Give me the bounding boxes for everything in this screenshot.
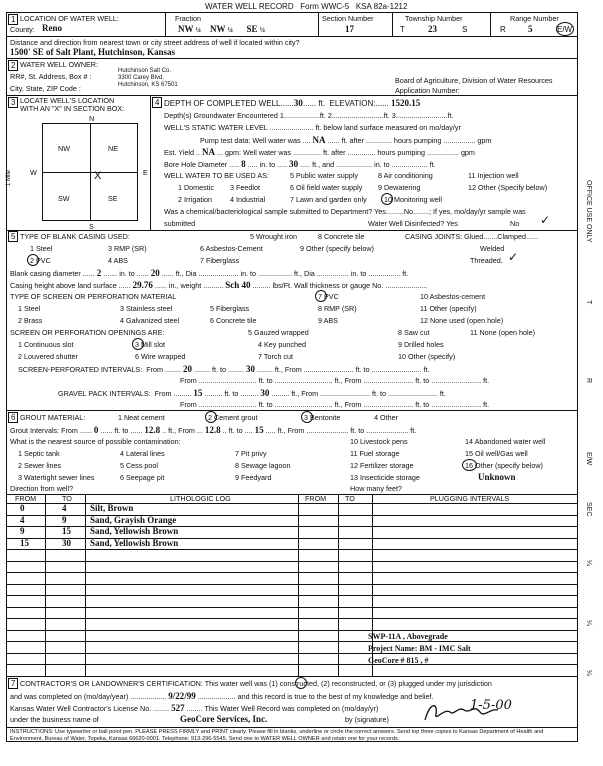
contamination-label: What is the nearest source of possible contamination: bbox=[10, 437, 181, 446]
casing-joints: CASING JOINTS: Glued.......Clamped...... bbox=[405, 232, 539, 241]
use-lawn: 7 Lawn and garden only bbox=[290, 195, 367, 204]
depth-row: DEPTH OF COMPLETED WELL......30...... ft. ELEVATION:...... 1520.15 bbox=[164, 98, 421, 108]
range-ew-circle bbox=[556, 22, 574, 36]
grout-label: GROUT MATERIAL: bbox=[20, 413, 86, 422]
side-r-label: R bbox=[585, 378, 592, 384]
side-t-label: T bbox=[585, 300, 592, 305]
section-number-label: Section Number bbox=[322, 14, 374, 23]
use-industrial: 4 Industrial bbox=[230, 195, 266, 204]
grout-cement-circle bbox=[205, 411, 217, 423]
source-sewer: 2 Sewer lines bbox=[18, 461, 62, 470]
source-insecticide: 13 Insecticide storage bbox=[350, 473, 420, 482]
map-ne: NE bbox=[108, 144, 118, 153]
screen-brass: 2 Brass bbox=[18, 316, 43, 325]
grout-other: 4 Other bbox=[374, 413, 398, 422]
open-drilled: 9 Drilled holes bbox=[398, 340, 444, 349]
screen-fiberglass: 5 Fiberglass bbox=[210, 304, 250, 313]
section-5-number: 5 bbox=[8, 231, 18, 242]
office-use-only-label: OFFICE USE ONLY bbox=[585, 180, 592, 243]
open-torch: 7 Torch cut bbox=[258, 352, 294, 361]
source-seepage: 6 Seepage pit bbox=[120, 473, 165, 482]
distance-value: 1500' SE of Salt Plant, Hutchinson, Kansas bbox=[10, 47, 176, 57]
owner-label: WATER WELL OWNER: bbox=[20, 60, 98, 69]
source-septic: 1 Septic tank bbox=[18, 449, 60, 458]
certification-label: CONTRACTOR'S OR LANDOWNER'S CERTIFICATION: This water well was (1) constructed, (2) reconstructed, or (3) plugged under my jurisdiction bbox=[20, 679, 492, 688]
screen-pvc-circle bbox=[315, 290, 327, 302]
source-unknown: Unknown bbox=[478, 472, 516, 482]
township-t: T bbox=[400, 25, 405, 34]
static-level-row: WELL'S STATIC WATER LEVEL ...................... ft. below land surface measured on mo/day/yr bbox=[164, 123, 461, 132]
range-label: Range Number bbox=[510, 14, 559, 23]
screen-none: 12 None used (open hole) bbox=[420, 316, 504, 325]
map-sw: SW bbox=[58, 194, 70, 203]
screen-stainless: 3 Stainless steel bbox=[120, 304, 173, 313]
screen-galvanized: 4 Galvanized steel bbox=[120, 316, 180, 325]
log-note-swp: SWP-11A , Abovegrade bbox=[368, 632, 448, 641]
bore-row: Bore Hole Diameter ..... 8 ..... in. to ..... 30 ..... ft., and .................. in. to .................. ft. bbox=[164, 159, 436, 169]
screen-asbestos: 10 Asbestos-cement bbox=[420, 292, 486, 301]
log-cell-desc: Sand, Yellowish Brown bbox=[90, 537, 179, 548]
township-label: Township Number bbox=[405, 14, 463, 23]
map-nw: NW bbox=[58, 144, 70, 153]
application-label: Application Number: bbox=[395, 86, 460, 95]
business-name: GeoCore Services, Inc. bbox=[180, 714, 268, 724]
log-cell-desc: Sand, Grayish Orange bbox=[90, 514, 177, 525]
open-saw: 8 Saw cut bbox=[398, 328, 430, 337]
use-public: 5 Public water supply bbox=[290, 171, 358, 180]
disinfected-no: No bbox=[510, 219, 520, 228]
log-cell-to: 15 bbox=[62, 526, 71, 536]
map-se: SE bbox=[108, 194, 118, 203]
screen-concrete: 6 Concrete tile bbox=[210, 316, 257, 325]
log-cell-from: 15 bbox=[20, 537, 29, 548]
section-4-number: 4 bbox=[152, 97, 162, 108]
pvc-circle bbox=[27, 254, 39, 266]
casing-steel: 1 Steel bbox=[30, 244, 53, 253]
source-fertilizer: 12 Fertilizer storage bbox=[350, 461, 414, 470]
log-header-to-2: TO bbox=[345, 494, 355, 503]
use-monitoring: 10 Monitoring well bbox=[384, 195, 442, 204]
address-label: RR#, St. Address, Box # : bbox=[10, 72, 92, 81]
casing-pvc: 2 PVC bbox=[30, 256, 51, 265]
source-livestock: 10 Livestock pens bbox=[350, 437, 408, 446]
casing-abs: 4 ABS bbox=[108, 256, 128, 265]
source-fuel: 11 Fuel storage bbox=[350, 449, 400, 458]
blank-diameter-row: Blank casing diameter ...... 2 ....... in. to ...... 20 ...... ft., Dia .................... in. to ................. ft., Dia ................ in. to ................ ft. bbox=[10, 268, 409, 278]
grout-cement: 2 Cement grout bbox=[208, 413, 258, 422]
well-location-mark: X bbox=[94, 170, 102, 182]
open-continuous: 1 Continuous slot bbox=[18, 340, 74, 349]
grout-bentonite: 3 Bentonite bbox=[304, 413, 341, 422]
direction-label: Direction from well? bbox=[10, 484, 74, 493]
section-1-number: 1 bbox=[8, 14, 18, 25]
use-irrigation: 2 Irrigation bbox=[178, 195, 212, 204]
use-domestic: 1 Domestic bbox=[178, 183, 214, 192]
side-sec-label: SEC bbox=[585, 502, 592, 517]
map-n: N bbox=[89, 114, 95, 123]
fraction-label: Fraction bbox=[175, 14, 201, 23]
log-cell-from: 9 bbox=[20, 526, 25, 536]
log-note-project: Project Name: BM - IMC Salt bbox=[368, 644, 471, 653]
log-cell-from: 0 bbox=[20, 503, 25, 513]
groundwater-row: Depth(s) Groundwater Encountered 1..................ft. 2..........................ft. 3..........................ft. bbox=[164, 111, 454, 120]
source-lagoon: 8 Sewage lagoon bbox=[235, 461, 291, 470]
map-s: S bbox=[89, 222, 94, 231]
casing-rmp: 3 RMP (SR) bbox=[108, 244, 147, 253]
use-injection: 11 Injection well bbox=[468, 171, 519, 180]
license-row: Kansas Water Well Contractor's License No. ........ 527 ........ This Water Well Record was completed on (mo/day/yr) bbox=[10, 703, 379, 713]
source-other: 16 Other (specify below) bbox=[465, 461, 543, 470]
section-7-number: 7 bbox=[8, 678, 18, 689]
bentonite-circle bbox=[301, 411, 313, 423]
chem-sample-row: Was a chemical/bacteriological sample submitted to Department? Yes.........No........; If yes, mo/day/yr sample was bbox=[164, 207, 526, 216]
open-mill-slot: 3 Mill slot bbox=[135, 340, 165, 349]
range-ew: E/W bbox=[557, 25, 573, 34]
log-cell-desc: Silt, Brown bbox=[90, 503, 134, 513]
log-cell-to: 30 bbox=[62, 537, 71, 548]
gravel-intervals-row-2: From ............................. ft. to ............................. ft., From ......................... ft. to ......................... ft. bbox=[180, 400, 490, 409]
casing-height-row: Casing height above land surface ...... 29.76 ...... in., weight .......... Sch 40 ......... lbs/Ft. Wall thickness or gauge No. ..................... bbox=[10, 280, 428, 290]
side-q3-label: ¼ bbox=[585, 670, 592, 676]
check-mark-icon: ✓ bbox=[540, 213, 551, 227]
range-r: R bbox=[500, 25, 506, 34]
instructions-text: INSTRUCTIONS: Use typewriter or ball point pen. PLEASE PRESS FIRMLY and PRINT clearly. Please fill in blanks, underline or circle the correct answers. Send top three copies to Kansas Department of Health and Environment, Bureau of Water, Topeka, Kansas 66620-0001. Telephone: 913-296-5545. Send one to WATER WELL OWNER and retain one for your records. bbox=[10, 729, 544, 742]
log-cell-to: 4 bbox=[62, 503, 67, 513]
side-q1-label: ¼ bbox=[585, 560, 592, 566]
casing-wrought: 5 Wrought iron bbox=[250, 232, 298, 241]
casing-welded: Welded bbox=[480, 244, 505, 253]
distance-label: Distance and direction from nearest town or city street address of well if located within city? bbox=[10, 38, 300, 47]
owner-address: Hutchinson Salt Co. 3300 Carey Blvd. Hutchinson, KS 67501 bbox=[118, 68, 178, 88]
open-gauzed: 5 Gauzed wrapped bbox=[248, 328, 309, 337]
gravel-intervals-row: GRAVEL PACK INTERVALS: From ......... 15 ......... ft. to ......... 30 ......... ft., From ......................... ft. to ......................... ft. bbox=[58, 388, 446, 398]
screen-rmp: 8 RMP (SR) bbox=[318, 304, 357, 313]
screen-other: 11 Other (specify) bbox=[420, 304, 477, 313]
threaded-check-icon: ✓ bbox=[508, 250, 519, 264]
screen-abs: 9 ABS bbox=[318, 316, 338, 325]
side-q2-label: ¼ bbox=[585, 620, 592, 626]
source-watertight: 3 Watertight sewer lines bbox=[18, 473, 95, 482]
log-cell-to: 9 bbox=[62, 514, 67, 525]
use-dewatering: 9 Dewatering bbox=[378, 183, 421, 192]
grout-intervals-row: Grout Intervals: From ...... 0 ...... ft. to ...... 12.8 .. ft., From ... 12.8 .. ft. to .... 15 ..... ft., From ..................... ft. to ..................... ft. bbox=[10, 425, 417, 435]
section-3-number: 3 bbox=[8, 97, 18, 108]
locate-label: LOCATE WELL'S LOCATION WITH AN "X" IN SECTION BOX: bbox=[20, 96, 125, 113]
screen-pvc: 7 PVC bbox=[318, 292, 339, 301]
grout-neat: 1 Neat cement bbox=[118, 413, 165, 422]
source-lateral: 4 Lateral lines bbox=[120, 449, 165, 458]
fraction-values: NW ¼ NW ¼ SE ¼ bbox=[178, 24, 266, 34]
business-label: under the business name of bbox=[10, 715, 99, 724]
mill-slot-circle bbox=[132, 338, 144, 350]
mile-label: 1 Mile bbox=[6, 169, 12, 186]
county-label: County: bbox=[10, 25, 35, 34]
use-oilfield: 6 Oil field water supply bbox=[290, 183, 363, 192]
township-value: 23 bbox=[428, 24, 437, 34]
pump-test-row: Pump test data: Well water was .... NA ...... ft. after ............. hours pumping ................ gpm bbox=[200, 135, 492, 145]
casing-fiberglass: 7 Fiberglass bbox=[200, 256, 240, 265]
form-title: WATER WELL RECORD Form WWC-5 KSA 82a-1212 bbox=[205, 2, 408, 11]
record-date-handwritten: 1-5-00 bbox=[470, 698, 512, 713]
map-e: E bbox=[143, 168, 148, 177]
source-oil: 15 Oil well/Gas well bbox=[465, 449, 528, 458]
completed-row: and was completed on (mo/day/year) .................. 9/22/99 ................... and this record is true to the best of my knowledge and belief. bbox=[10, 691, 434, 701]
log-header-to: TO bbox=[62, 494, 72, 503]
log-cell-from: 4 bbox=[20, 514, 25, 525]
section-6-number: 6 bbox=[8, 412, 18, 423]
casing-threaded: Threaded. bbox=[470, 256, 503, 265]
how-many-feet-label: How many feet? bbox=[350, 484, 402, 493]
source-feedyard: 9 Feedyard bbox=[235, 473, 272, 482]
yield-row: Est. Yield .. NA ... gpm: Well water was .............. ft. after .............. hours pumping ................ gpm bbox=[164, 147, 475, 157]
open-none: 11 None (open hole) bbox=[470, 328, 535, 337]
log-cell-desc: Sand, Yellowish Brown bbox=[90, 526, 179, 536]
use-label: WELL WATER TO BE USED AS: bbox=[164, 171, 269, 180]
use-other: 12 Other (Specify below) bbox=[468, 183, 548, 192]
source-abandoned: 14 Abandoned water well bbox=[465, 437, 546, 446]
other-source-circle bbox=[462, 459, 477, 471]
county-value: Reno bbox=[42, 23, 62, 33]
signature-label: by (signature) bbox=[345, 715, 389, 724]
side-ew-label: E/W bbox=[585, 452, 592, 466]
city-label: City, State, ZIP Code : bbox=[10, 84, 81, 93]
board-label: Board of Agriculture, Division of Water Resources bbox=[395, 76, 553, 85]
log-header-from-2: FROM bbox=[305, 494, 327, 503]
use-air: 8 Air conditioning bbox=[378, 171, 433, 180]
section-1-label: LOCATION OF WATER WELL: bbox=[20, 14, 119, 23]
monitoring-circle bbox=[381, 193, 393, 205]
section-2-number: 2 bbox=[8, 60, 18, 71]
log-header-lithologic: LITHOLOGIC LOG bbox=[170, 494, 231, 503]
submitted-label: submitted bbox=[164, 219, 196, 228]
casing-asbestos: 6 Asbestos-Cement bbox=[200, 244, 263, 253]
screen-intervals-row: SCREEN-PERFORATED INTERVALS: From ........ 20 ........ ft. to ........ 30 ........ ft., From ......................... ft. to ......................... ft. bbox=[18, 364, 430, 374]
screen-intervals-row-2: From ............................. ft. to ............................. ft., From ......................... ft. to ......................... ft. bbox=[180, 376, 490, 385]
open-other: 10 Other (specify) bbox=[398, 352, 456, 361]
open-wire: 4 Key punched bbox=[258, 340, 306, 349]
casing-label: TYPE OF BLANK CASING USED: bbox=[20, 232, 130, 241]
disinfected-label: Water Well Disinfected? Yes bbox=[368, 219, 458, 228]
township-s: S bbox=[462, 25, 468, 34]
constructed-circle bbox=[295, 677, 307, 689]
open-louvered: 2 Louvered shutter bbox=[18, 352, 78, 361]
section-number-value: 17 bbox=[345, 24, 354, 34]
source-cess: 5 Cess pool bbox=[120, 461, 158, 470]
range-value: 5 bbox=[528, 24, 533, 34]
map-w: W bbox=[30, 168, 37, 177]
screen-label: TYPE OF SCREEN OR PERFORATION MATERIAL bbox=[10, 292, 177, 301]
openings-label: SCREEN OR PERFORATION OPENINGS ARE: bbox=[10, 328, 165, 337]
source-pit: 7 Pit privy bbox=[235, 449, 267, 458]
signature-image bbox=[420, 700, 510, 726]
log-note-geocore: GeoCore # 815 , # bbox=[368, 656, 429, 665]
casing-concrete: 8 Concrete tile bbox=[318, 232, 365, 241]
casing-other: 9 Other (specify below) bbox=[300, 244, 374, 253]
log-header-plugging: PLUGGING INTERVALS bbox=[430, 494, 510, 503]
open-key: 6 Wire wrapped bbox=[135, 352, 186, 361]
log-header-from: FROM bbox=[15, 494, 37, 503]
use-feedlot: 3 Feedlot bbox=[230, 183, 260, 192]
screen-steel: 1 Steel bbox=[18, 304, 41, 313]
